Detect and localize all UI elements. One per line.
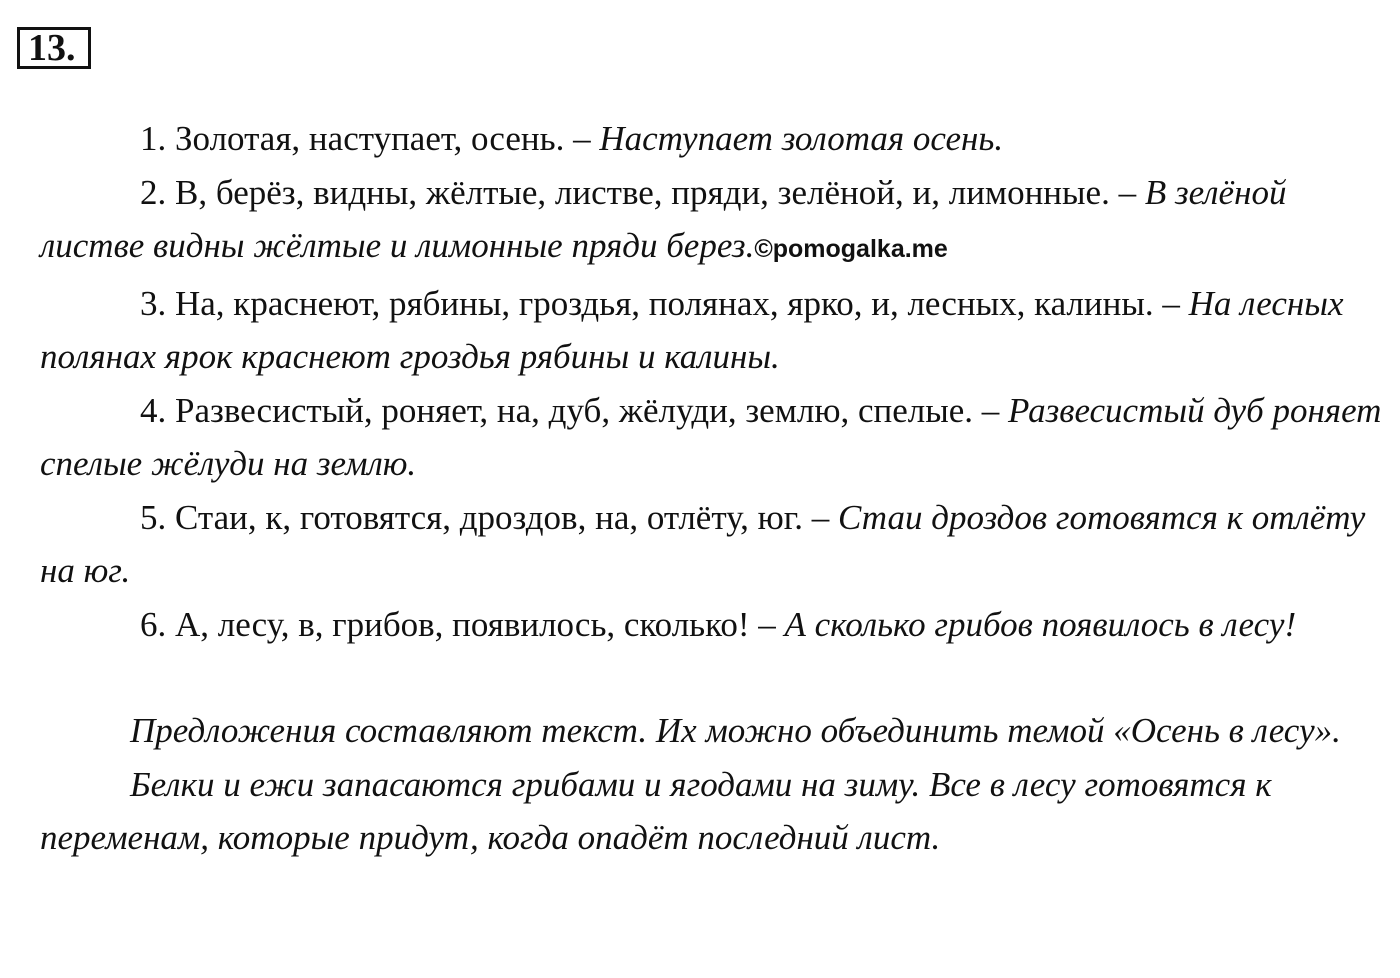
item-task: 4. Развесистый, роняет, на, дуб, жёлуди, землю, спелые. — [140, 390, 974, 430]
paragraph-gap — [40, 651, 1385, 704]
item-answer: На лесных полянах ярок краснеют гроздья рябины и калины. — [40, 283, 1344, 376]
item-answer: Развесистый дуб роняет спелые жёлуди на землю. — [40, 390, 1382, 483]
item-dash: – — [573, 119, 591, 158]
item-task: 6. А, лесу, в, грибов, появилось, сколько! — [140, 604, 750, 644]
task-number: 13. — [17, 27, 91, 69]
exercise-item-5 — [40, 491, 1385, 598]
exercise-item-2 — [40, 166, 1385, 277]
item-dash: – — [1162, 283, 1180, 323]
item-task: 3. На, краснеют, рябины, гроздья, полянах, ярко, и, лесных, калины. — [140, 283, 1154, 323]
exercise-item-1 — [40, 112, 1385, 166]
exercise-item-4 — [40, 384, 1385, 491]
item-dash: – — [981, 390, 1000, 430]
item-task: 1. Золотая, наступает, осень. — [140, 119, 565, 158]
paragraph-theme: Предложения составляют текст. Их можно объединить темой «Осень в лесу». — [130, 711, 1341, 750]
item-answer: Наступает золотая осень. — [599, 119, 1004, 158]
item-answer: В зелёной листве видны жёлтые и лимонные пряди берез. — [40, 172, 1287, 265]
item-answer: Стаи дроздов готовятся к отлёту на юг. — [40, 497, 1366, 590]
item-dash: – — [811, 497, 830, 537]
item-task: 5. Стаи, к, готовятся, дроздов, на, отлёту, юг. — [140, 497, 803, 537]
item-answer: А сколько грибов появилось в лесу! — [784, 604, 1297, 644]
item-task: 2. В, берёз, видны, жёлтые, листве, пряди, зелёной, и, лимонные. — [140, 172, 1110, 212]
watermark: ©pomogalka.me — [754, 235, 948, 263]
item-dash: – — [1118, 172, 1137, 212]
exercise-item-3 — [40, 277, 1385, 384]
exercise-content — [40, 112, 1385, 865]
paragraph-example-text: Белки и ежи запасаются грибами и ягодами на зиму. Все в лесу готовятся к переменам, которые придут, когда опадёт последний лист. — [40, 764, 1272, 857]
exercise-item-6 — [40, 598, 1385, 652]
item-dash: – — [758, 604, 776, 644]
